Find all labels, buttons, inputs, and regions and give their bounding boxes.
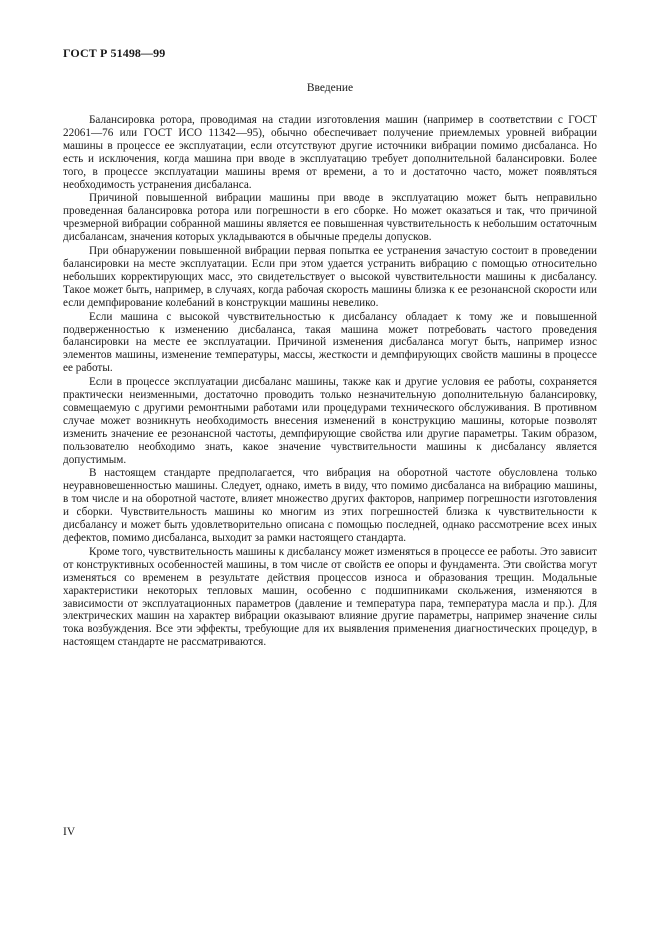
paragraph-1: Балансировка ротора, проводимая на стадии изготовления машин (например в соответствии с ГОСТ 22061—76 или ГОСТ ИСО 11342—95), обычно обеспечивает получение приемлемых уровней вибрации машины в процессе ее эксплуатации, если отсутствуют другие источники вибрации помимо дисбаланса. Но есть и исключения, когда машина при вводе в эксплуатацию требует дополнительной балансировки. Более того, в процессе эксплуатации машины время от времени, а то и достаточно часто, может появляться необходимость устранения дисбаланса. <box>63 114 597 191</box>
page-number: IV <box>63 826 76 838</box>
paragraph-4: Если машина с высокой чувствительностью к дисбалансу обладает к тому же и повышенной подверженностью к изменению дисбаланса, такая машина может потребовать частого проведения балансировки на месте ее эксплуатации. Причиной изменения дисбаланса могут быть, например износ элементов машины, изменение температуры, массы, жесткости и демпфирующих свойств машины в процессе ее работы. <box>63 310 597 375</box>
paragraph-7: Кроме того, чувствительность машины к дисбалансу может изменяться в процессе ее работы. Это зависит от конструктивных особенностей машины, в том числе от свойств ее опоры и фундамента. Эти свойства могут изменяться со временем в результате действия процессов износа и образования трещин. Модальные характеристики некоторых тепловых машин, особенно с подшипниками скольжения, изменяются в зависимости от эксплуатационных параметров (давление и температура пара, температура масла и пр.). Для электрических машин на характер вибрации оказывают влияние другие параметры, например значение силы тока возбуждения. Все эти эффекты, требующие для их выявления применения диагностических процедур, в настоящем стандарте не рассматриваются. <box>63 545 597 649</box>
paragraph-5: Если в процессе эксплуатации дисбаланс машины, также как и другие условия ее работы, сохраняется практически неизменными, достаточно проводить только незначительную дополнительную балансировку, совмещаемую с другими ремонтными работами или процедурами технического обслуживания. В противном случае может возникнуть необходимость внесения изменений в конструкцию машины, которые позволят изменить значение ее резонансной частоты, демпфирующие свойства или другие параметры. Таким образом, пользователю необходимо знать, какое значение чувствительности машины к дисбалансу является допустимым. <box>63 376 597 466</box>
paragraph-3: При обнаружении повышенной вибрации первая попытка ее устранения зачастую состоит в проведении балансировки на месте эксплуатации. Если при этом удается устранить вибрацию с помощью относительно небольших корректирующих масс, это свидетельствует о высокой чувствительности машины к дисбалансу. Такое может быть, например, в случаях, когда рабочая скорость машины близка к ее резонансной скорости или если демпфирование колебаний в конструкции машины невелико. <box>63 245 597 309</box>
section-title: Введение <box>306 82 354 94</box>
body-text <box>63 114 597 650</box>
document-standard-id: ГОСТ Р 51498—99 <box>63 46 166 60</box>
paragraph-6: В настоящем стандарте предполагается, что вибрация на оборотной частоте обусловлена только неуравновешенностью машины. Следует, однако, иметь в виду, что помимо дисбаланса на вибрацию машины, в том числе и на оборотной частоте, влияет множество других факторов, например погрешности изготовления и сборки. Чувствительность машины ко многим из этих погрешностей близка к чувствительности к дисбалансу и может быть удовлетворительно описана с помощью последней, однако рассмотрение всех иных дефектов, помимо дисбаланса, выходит за рамки настоящего стандарта. <box>63 467 597 544</box>
paragraph-2: Причиной повышенной вибрации машины при вводе в эксплуатацию может быть неправильно проведенная балансировка ротора или погрешности в его сборке. Но может оказаться и так, что причиной чрезмерной вибрации собранной машины является ее повышенная чувствительность к небольшим остаточным дисбалансам, значения которых укладываются в обычные пределы допусков. <box>63 192 597 244</box>
